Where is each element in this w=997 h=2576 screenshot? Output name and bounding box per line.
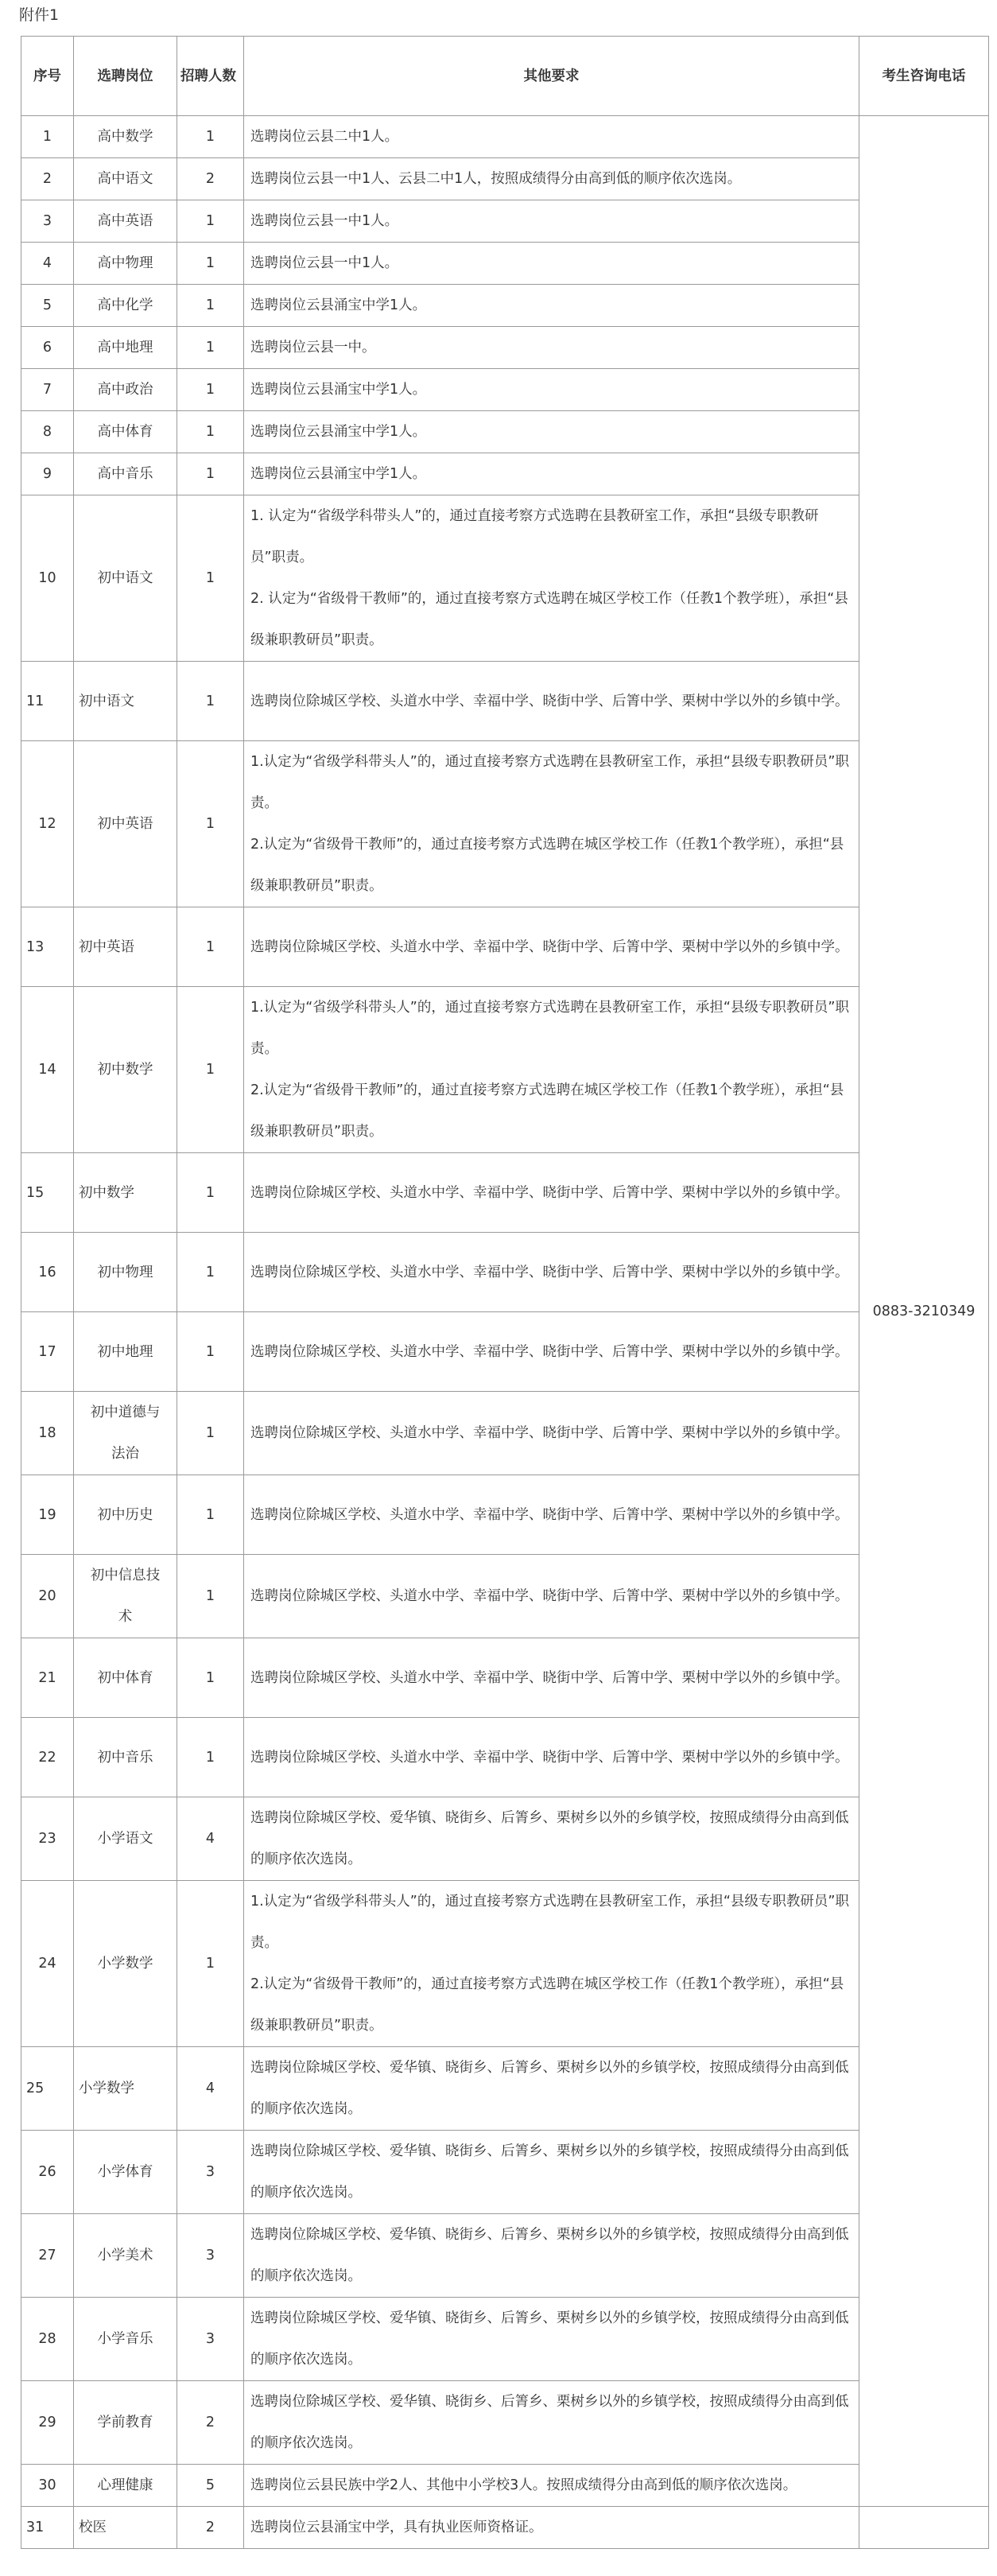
cell-requirements: 选聘岗位除城区学校、头道水中学、幸福中学、晓街中学、后箐中学、栗树中学以外的乡镇中学。 xyxy=(244,1153,859,1233)
cell-requirements: 选聘岗位云县涌宝中学1人。 xyxy=(244,453,859,495)
cell-no: 14 xyxy=(21,987,74,1153)
cell-requirements: 选聘岗位云县涌宝中学1人。 xyxy=(244,411,859,453)
cell-count: 1 xyxy=(177,285,244,327)
cell-no: 24 xyxy=(21,1881,74,2047)
cell-no: 9 xyxy=(21,453,74,495)
cell-requirements: 选聘岗位云县一中1人。 xyxy=(244,243,859,285)
cell-count: 1 xyxy=(177,243,244,285)
cell-count: 2 xyxy=(177,2507,244,2549)
table-row xyxy=(21,1475,989,1555)
cell-no: 2 xyxy=(21,158,74,200)
table-row xyxy=(21,987,989,1153)
cell-no: 26 xyxy=(21,2131,74,2214)
cell-requirements: 1.认定为“省级学科带头人”的，通过直接考察方式选聘在县教研室工作，承担“县级专职教研员”职责。 2.认定为“省级骨干教师”的，通过直接考察方式选聘在城区学校工作（任教1个教学班），承担“县级兼职教研员”职责。 xyxy=(244,741,859,907)
cell-phone: 0883-3210349 xyxy=(859,116,989,2507)
cell-post: 初中英语 xyxy=(74,741,177,907)
cell-requirements: 选聘岗位除城区学校、头道水中学、幸福中学、晓街中学、后箐中学、栗树中学以外的乡镇中学。 xyxy=(244,1718,859,1797)
cell-post: 高中语文 xyxy=(74,158,177,200)
cell-count: 1 xyxy=(177,116,244,158)
cell-no: 11 xyxy=(21,662,74,741)
cell-post: 小学体育 xyxy=(74,2131,177,2214)
cell-count: 1 xyxy=(177,662,244,741)
cell-post: 高中化学 xyxy=(74,285,177,327)
cell-requirements: 1.认定为“省级学科带头人”的，通过直接考察方式选聘在县教研室工作，承担“县级专职教研员”职责。 2.认定为“省级骨干教师”的，通过直接考察方式选聘在城区学校工作（任教1个教学班），承担“县级兼职教研员”职责。 xyxy=(244,1881,859,2047)
cell-count: 1 xyxy=(177,1475,244,1555)
cell-post: 学前教育 xyxy=(74,2381,177,2465)
cell-no: 21 xyxy=(21,1638,74,1718)
header-no: 序号 xyxy=(21,37,74,116)
cell-no: 8 xyxy=(21,411,74,453)
cell-requirements: 选聘岗位除城区学校、头道水中学、幸福中学、晓街中学、后箐中学、栗树中学以外的乡镇中学。 xyxy=(244,1555,859,1638)
cell-count: 2 xyxy=(177,2381,244,2465)
cell-count: 1 xyxy=(177,1638,244,1718)
table-row xyxy=(21,1153,989,1233)
cell-post: 小学语文 xyxy=(74,1797,177,1881)
cell-no: 20 xyxy=(21,1555,74,1638)
cell-post: 初中语文 xyxy=(74,495,177,662)
cell-count: 1 xyxy=(177,369,244,411)
table-row xyxy=(21,2298,989,2381)
cell-requirements: 选聘岗位除城区学校、头道水中学、幸福中学、晓街中学、后箐中学、栗树中学以外的乡镇中学。 xyxy=(244,1392,859,1475)
cell-requirements: 选聘岗位除城区学校、爱华镇、晓街乡、后箐乡、栗树乡以外的乡镇学校，按照成绩得分由高到低的顺序依次选岗。 xyxy=(244,1797,859,1881)
table-row xyxy=(21,1797,989,1881)
cell-post: 初中物理 xyxy=(74,1233,177,1312)
cell-no: 13 xyxy=(21,907,74,987)
table-row xyxy=(21,2381,989,2465)
table-row xyxy=(21,453,989,495)
cell-requirements: 1.认定为“省级学科带头人”的，通过直接考察方式选聘在县教研室工作，承担“县级专职教研员”职责。 2.认定为“省级骨干教师”的，通过直接考察方式选聘在城区学校工作（任教1个教学班），承担“县级兼职教研员”职责。 xyxy=(244,987,859,1153)
table-row xyxy=(21,243,989,285)
cell-requirements: 选聘岗位除城区学校、头道水中学、幸福中学、晓街中学、后箐中学、栗树中学以外的乡镇中学。 xyxy=(244,662,859,741)
table-row xyxy=(21,327,989,369)
cell-post: 初中信息技术 xyxy=(74,1555,177,1638)
cell-count: 1 xyxy=(177,1881,244,2047)
cell-requirements: 选聘岗位云县民族中学2人、其他中小学校3人。按照成绩得分由高到低的顺序依次选岗。 xyxy=(244,2465,859,2507)
header-phone: 考生咨询电话 xyxy=(859,37,989,116)
cell-no: 3 xyxy=(21,200,74,243)
table-row xyxy=(21,662,989,741)
cell-no: 10 xyxy=(21,495,74,662)
table-row xyxy=(21,2047,989,2131)
table-row xyxy=(21,1881,989,2047)
recruitment-table xyxy=(21,36,989,2549)
cell-requirements: 选聘岗位除城区学校、头道水中学、幸福中学、晓街中学、后箐中学、栗树中学以外的乡镇中学。 xyxy=(244,1312,859,1392)
cell-no: 30 xyxy=(21,2465,74,2507)
table-row xyxy=(21,1718,989,1797)
header-count: 招聘人数 xyxy=(177,37,244,116)
table-row xyxy=(21,116,989,158)
cell-requirements: 选聘岗位除城区学校、爱华镇、晓街乡、后箐乡、栗树乡以外的乡镇学校，按照成绩得分由高到低的顺序依次选岗。 xyxy=(244,2047,859,2131)
cell-no: 17 xyxy=(21,1312,74,1392)
cell-count: 1 xyxy=(177,1555,244,1638)
cell-no: 4 xyxy=(21,243,74,285)
table-row xyxy=(21,2465,989,2507)
table-row xyxy=(21,2214,989,2298)
cell-requirements: 选聘岗位云县涌宝中学1人。 xyxy=(244,285,859,327)
table-row xyxy=(21,2507,989,2549)
table-row xyxy=(21,158,989,200)
cell-post: 初中体育 xyxy=(74,1638,177,1718)
cell-no: 5 xyxy=(21,285,74,327)
table-row xyxy=(21,1392,989,1475)
cell-requirements: 选聘岗位除城区学校、爱华镇、晓街乡、后箐乡、栗树乡以外的乡镇学校，按照成绩得分由高到低的顺序依次选岗。 xyxy=(244,2298,859,2381)
cell-count: 5 xyxy=(177,2465,244,2507)
cell-count: 3 xyxy=(177,2131,244,2214)
table-row xyxy=(21,1555,989,1638)
cell-post: 高中数学 xyxy=(74,116,177,158)
cell-post: 初中数学 xyxy=(74,1153,177,1233)
attachment-label: 附件1 xyxy=(19,6,60,24)
cell-phone-empty xyxy=(859,2507,989,2549)
cell-no: 25 xyxy=(21,2047,74,2131)
cell-requirements: 选聘岗位云县一中1人。 xyxy=(244,200,859,243)
table-row xyxy=(21,907,989,987)
table-row xyxy=(21,411,989,453)
cell-count: 1 xyxy=(177,453,244,495)
cell-count: 1 xyxy=(177,907,244,987)
cell-count: 1 xyxy=(177,1392,244,1475)
cell-no: 28 xyxy=(21,2298,74,2381)
cell-requirements: 1. 认定为“省级学科带头人”的，通过直接考察方式选聘在县教研室工作，承担“县级专职教研员”职责。 2. 认定为“省级骨干教师”的，通过直接考察方式选聘在城区学校工作（任教1个教学班），承担“县级兼职教研员”职责。 xyxy=(244,495,859,662)
cell-post: 初中历史 xyxy=(74,1475,177,1555)
cell-post: 高中物理 xyxy=(74,243,177,285)
cell-count: 1 xyxy=(177,411,244,453)
cell-requirements: 选聘岗位除城区学校、头道水中学、幸福中学、晓街中学、后箐中学、栗树中学以外的乡镇中学。 xyxy=(244,1638,859,1718)
cell-count: 1 xyxy=(177,1153,244,1233)
cell-post: 初中数学 xyxy=(74,987,177,1153)
cell-post: 小学音乐 xyxy=(74,2298,177,2381)
cell-requirements: 选聘岗位除城区学校、爱华镇、晓街乡、后箐乡、栗树乡以外的乡镇学校，按照成绩得分由高到低的顺序依次选岗。 xyxy=(244,2214,859,2298)
cell-no: 7 xyxy=(21,369,74,411)
cell-requirements: 选聘岗位云县二中1人。 xyxy=(244,116,859,158)
cell-no: 22 xyxy=(21,1718,74,1797)
cell-count: 1 xyxy=(177,327,244,369)
cell-count: 1 xyxy=(177,741,244,907)
cell-no: 16 xyxy=(21,1233,74,1312)
cell-post: 初中英语 xyxy=(74,907,177,987)
table-row xyxy=(21,1638,989,1718)
cell-post: 高中政治 xyxy=(74,369,177,411)
cell-post: 初中语文 xyxy=(74,662,177,741)
table-row xyxy=(21,495,989,662)
cell-post: 高中英语 xyxy=(74,200,177,243)
header-requirements: 其他要求 xyxy=(244,37,859,116)
cell-count: 1 xyxy=(177,200,244,243)
cell-requirements: 选聘岗位除城区学校、头道水中学、幸福中学、晓街中学、后箐中学、栗树中学以外的乡镇中学。 xyxy=(244,907,859,987)
cell-count: 1 xyxy=(177,495,244,662)
cell-count: 1 xyxy=(177,1233,244,1312)
cell-post: 小学数学 xyxy=(74,1881,177,2047)
cell-post: 心理健康 xyxy=(74,2465,177,2507)
cell-requirements: 选聘岗位云县一中。 xyxy=(244,327,859,369)
cell-count: 3 xyxy=(177,2214,244,2298)
cell-no: 29 xyxy=(21,2381,74,2465)
cell-no: 12 xyxy=(21,741,74,907)
cell-requirements: 选聘岗位除城区学校、头道水中学、幸福中学、晓街中学、后箐中学、栗树中学以外的乡镇中学。 xyxy=(244,1475,859,1555)
cell-count: 2 xyxy=(177,158,244,200)
table-row xyxy=(21,285,989,327)
cell-post: 初中道德与法治 xyxy=(74,1392,177,1475)
cell-requirements: 选聘岗位除城区学校、爱华镇、晓街乡、后箐乡、栗树乡以外的乡镇学校，按照成绩得分由高到低的顺序依次选岗。 xyxy=(244,2381,859,2465)
cell-requirements: 选聘岗位除城区学校、爱华镇、晓街乡、后箐乡、栗树乡以外的乡镇学校，按照成绩得分由高到低的顺序依次选岗。 xyxy=(244,2131,859,2214)
cell-no: 18 xyxy=(21,1392,74,1475)
cell-count: 4 xyxy=(177,2047,244,2131)
cell-requirements: 选聘岗位除城区学校、头道水中学、幸福中学、晓街中学、后箐中学、栗树中学以外的乡镇中学。 xyxy=(244,1233,859,1312)
table-row xyxy=(21,200,989,243)
cell-no: 23 xyxy=(21,1797,74,1881)
cell-no: 6 xyxy=(21,327,74,369)
cell-no: 19 xyxy=(21,1475,74,1555)
cell-post: 初中音乐 xyxy=(74,1718,177,1797)
table-row xyxy=(21,369,989,411)
cell-no: 15 xyxy=(21,1153,74,1233)
table-body xyxy=(21,116,989,2549)
table-header-row xyxy=(21,37,989,116)
cell-post: 初中地理 xyxy=(74,1312,177,1392)
cell-requirements: 选聘岗位云县涌宝中学1人。 xyxy=(244,369,859,411)
cell-post: 校医 xyxy=(74,2507,177,2549)
cell-no: 27 xyxy=(21,2214,74,2298)
cell-count: 1 xyxy=(177,1312,244,1392)
cell-post: 小学美术 xyxy=(74,2214,177,2298)
table-row xyxy=(21,741,989,907)
table-row xyxy=(21,2131,989,2214)
cell-no: 31 xyxy=(21,2507,74,2549)
cell-count: 1 xyxy=(177,1718,244,1797)
cell-requirements: 选聘岗位云县涌宝中学，具有执业医师资格证。 xyxy=(244,2507,859,2549)
table-row xyxy=(21,1312,989,1392)
cell-count: 1 xyxy=(177,987,244,1153)
cell-post: 高中地理 xyxy=(74,327,177,369)
cell-post: 小学数学 xyxy=(74,2047,177,2131)
cell-requirements: 选聘岗位云县一中1人、云县二中1人，按照成绩得分由高到低的顺序依次选岗。 xyxy=(244,158,859,200)
cell-no: 1 xyxy=(21,116,74,158)
cell-count: 4 xyxy=(177,1797,244,1881)
cell-post: 高中音乐 xyxy=(74,453,177,495)
cell-post: 高中体育 xyxy=(74,411,177,453)
table-row xyxy=(21,1233,989,1312)
header-post: 选聘岗位 xyxy=(74,37,177,116)
cell-count: 3 xyxy=(177,2298,244,2381)
